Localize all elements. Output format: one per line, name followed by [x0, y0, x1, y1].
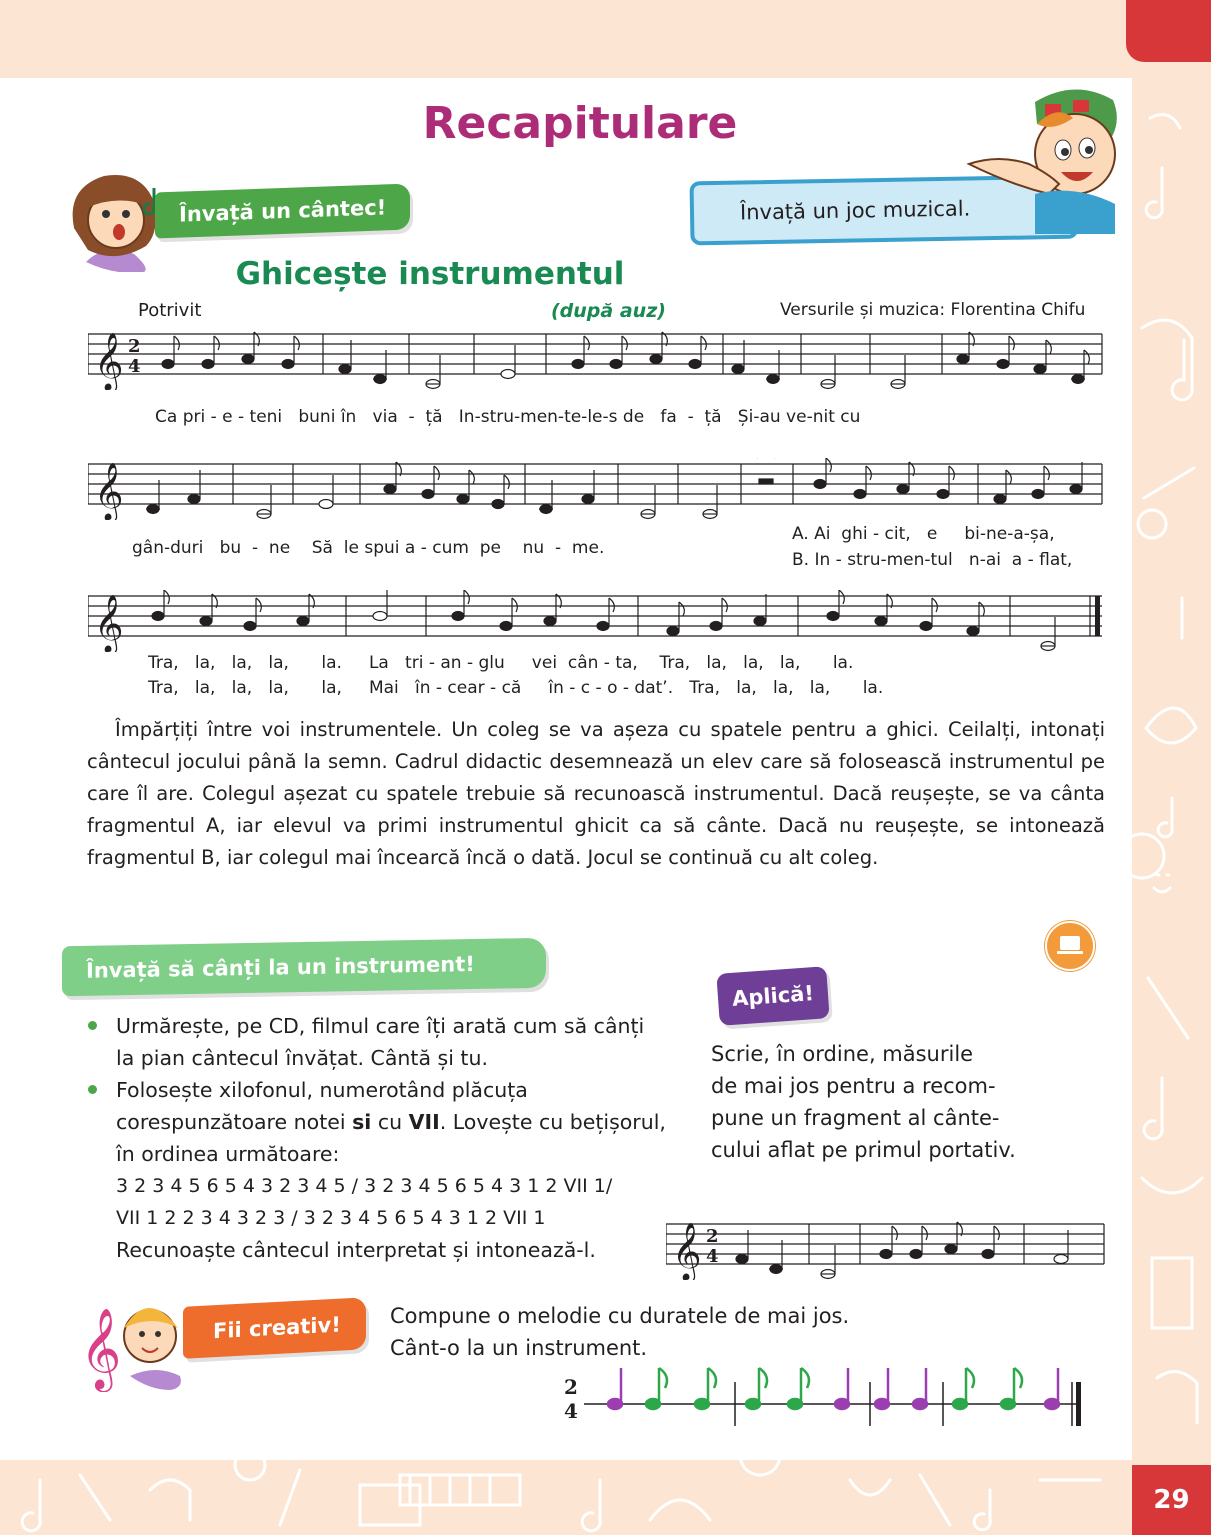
bullet-icon	[88, 1085, 97, 1094]
corner-tab	[1126, 0, 1211, 62]
be-creative-badge: Fii creativ!	[183, 1297, 366, 1359]
apply-line: Scrie, în ordine, măsurile	[711, 1042, 974, 1066]
apply-line: cului aflat pe primul portativ.	[711, 1138, 1016, 1162]
svg-text:𝄞: 𝄞	[94, 332, 124, 390]
lyrics-line-2-verse-b: B. In - stru-men-tul n-ai a - flat,	[792, 550, 1073, 570]
apply-staff	[666, 1218, 1106, 1280]
time-signature-bottom: 4	[564, 1399, 578, 1423]
instrument-closing-text: Recunoaște cântecul interpretat și intonează-l.	[116, 1238, 596, 1262]
rhythm-line	[560, 1360, 1090, 1430]
creative-line: Compune o melodie cu duratele de mai jos.	[390, 1304, 850, 1328]
laptop-icon	[1047, 923, 1093, 969]
bullet-icon	[88, 1021, 97, 1030]
boy-character-illustration	[965, 84, 1125, 234]
lyrics-line-2-verse-a: A. Ai ghi - cit, e bi-ne-a-șa,	[792, 524, 1055, 544]
apply-line: pune un fragment al cânte-	[711, 1106, 1000, 1130]
svg-text:2: 2	[706, 1226, 719, 1247]
page-number: 29	[1132, 1465, 1211, 1535]
svg-text:𝄞: 𝄞	[94, 594, 124, 652]
song-credits: Versurile și muzica: Florentina Chifu	[780, 300, 1086, 320]
game-instructions	[87, 714, 1105, 874]
music-doodle-footer	[0, 1460, 1132, 1535]
list-item-text: Urmărește, pe CD, filmul care îți arată cum să cânți la pian cântecul învățat. Cântă și tu.	[116, 1014, 645, 1070]
xylophone-sequence-line-1: 3 2 3 4 5 6 5 4 3 2 3 4 5 / 3 2 3 4 5 6 5 4 3 1 2 VII 1/	[116, 1175, 613, 1197]
lyrics-line-1: Ca pri - e - teni buni în via - ță In-stru-men-te-le-s de fa - ță Și-au ve-nit cu	[155, 407, 861, 427]
lyrics-line-2: gân-duri bu - ne Să le spui a - cum pe nu - me.	[132, 538, 605, 558]
list-item-text: cu	[371, 1110, 409, 1134]
instrument-list	[88, 1010, 668, 1266]
time-signature-top: 2	[564, 1375, 578, 1399]
instructions-paragraph: Împărțiți între voi instrumentele. Un coleg se va așeza cu spatele pentru a ghici. Ceilalți, intonați cântecul jocului până la semn. Cadrul didactic desemnează un elev care să folosească instrumentul pe care îl are. Colegul așezat cu spatele trebuie să recunoască instrumentul. Dacă reușește, se va cânta fragmentul A, iar elevul va primi instrumentul ghicit ca să cânte. Dacă nu reușește, se intonează fragmentul B, iar colegul mai încearcă încă o dată. Jocul se continuă cu alt coleg.	[87, 718, 1105, 869]
svg-text:4: 4	[128, 356, 141, 377]
staff-line-1	[88, 328, 1104, 390]
list-item	[88, 1074, 668, 1170]
list-item-text: Folosește xilofonul, numerotând plăcuța corespunzătoare notei	[116, 1078, 528, 1134]
xylophone-sequence-line-2: VII 1 2 2 3 4 3 2 3 / 3 2 3 4 5 6 5 4 3 1 2 VII 1	[116, 1207, 546, 1229]
music-doodle-border	[1132, 78, 1211, 1460]
apply-badge: Aplică!	[716, 966, 829, 1026]
tempo-marking: Potrivit	[138, 300, 202, 321]
staff-line-2	[88, 458, 1104, 520]
music-game-callout: Învață un joc muzical.	[689, 175, 1078, 246]
lyrics-line-3-verse-a: Tra, la, la, la, la. La tri - an - glu vei cân - ta, Tra, la, la, la, la.	[148, 653, 854, 673]
lyrics-line-3-verse-b: Tra, la, la, la, la, Mai în - cear - că în - c - o - dat’. Tra, la, la, la, la.	[148, 678, 884, 698]
song-title: Ghicește instrumentul	[235, 256, 625, 292]
roman-numeral-vii: VII	[408, 1110, 440, 1134]
creative-line: Cânt-o la un instrument.	[390, 1336, 648, 1360]
learn-song-badge: Învață un cântec!	[155, 184, 410, 239]
note-name-si: si	[352, 1110, 372, 1134]
staff-line-3	[88, 590, 1104, 652]
creative-exercise-text	[390, 1300, 950, 1364]
apply-exercise-text	[711, 1038, 1091, 1166]
svg-text:𝄞: 𝄞	[672, 1222, 702, 1280]
list-item	[88, 1010, 668, 1074]
list-item-text: . Lovește cu bețișorul, în ordinea următoare:	[116, 1110, 666, 1166]
svg-text:𝄞: 𝄞	[80, 1307, 122, 1389]
song-subtitle: (după auz)	[551, 300, 666, 322]
multimedia-icon[interactable]	[1045, 921, 1095, 971]
svg-text:2: 2	[128, 336, 141, 357]
creative-girl-illustration	[80, 1292, 190, 1392]
page-title: Recapitulare	[422, 98, 738, 149]
apply-line: de mai jos pentru a recom-	[711, 1074, 996, 1098]
svg-text:𝄞: 𝄞	[94, 462, 124, 520]
svg-text:4: 4	[706, 1246, 719, 1267]
learn-instrument-badge: Învață să cânți la un instrument!	[62, 938, 546, 996]
